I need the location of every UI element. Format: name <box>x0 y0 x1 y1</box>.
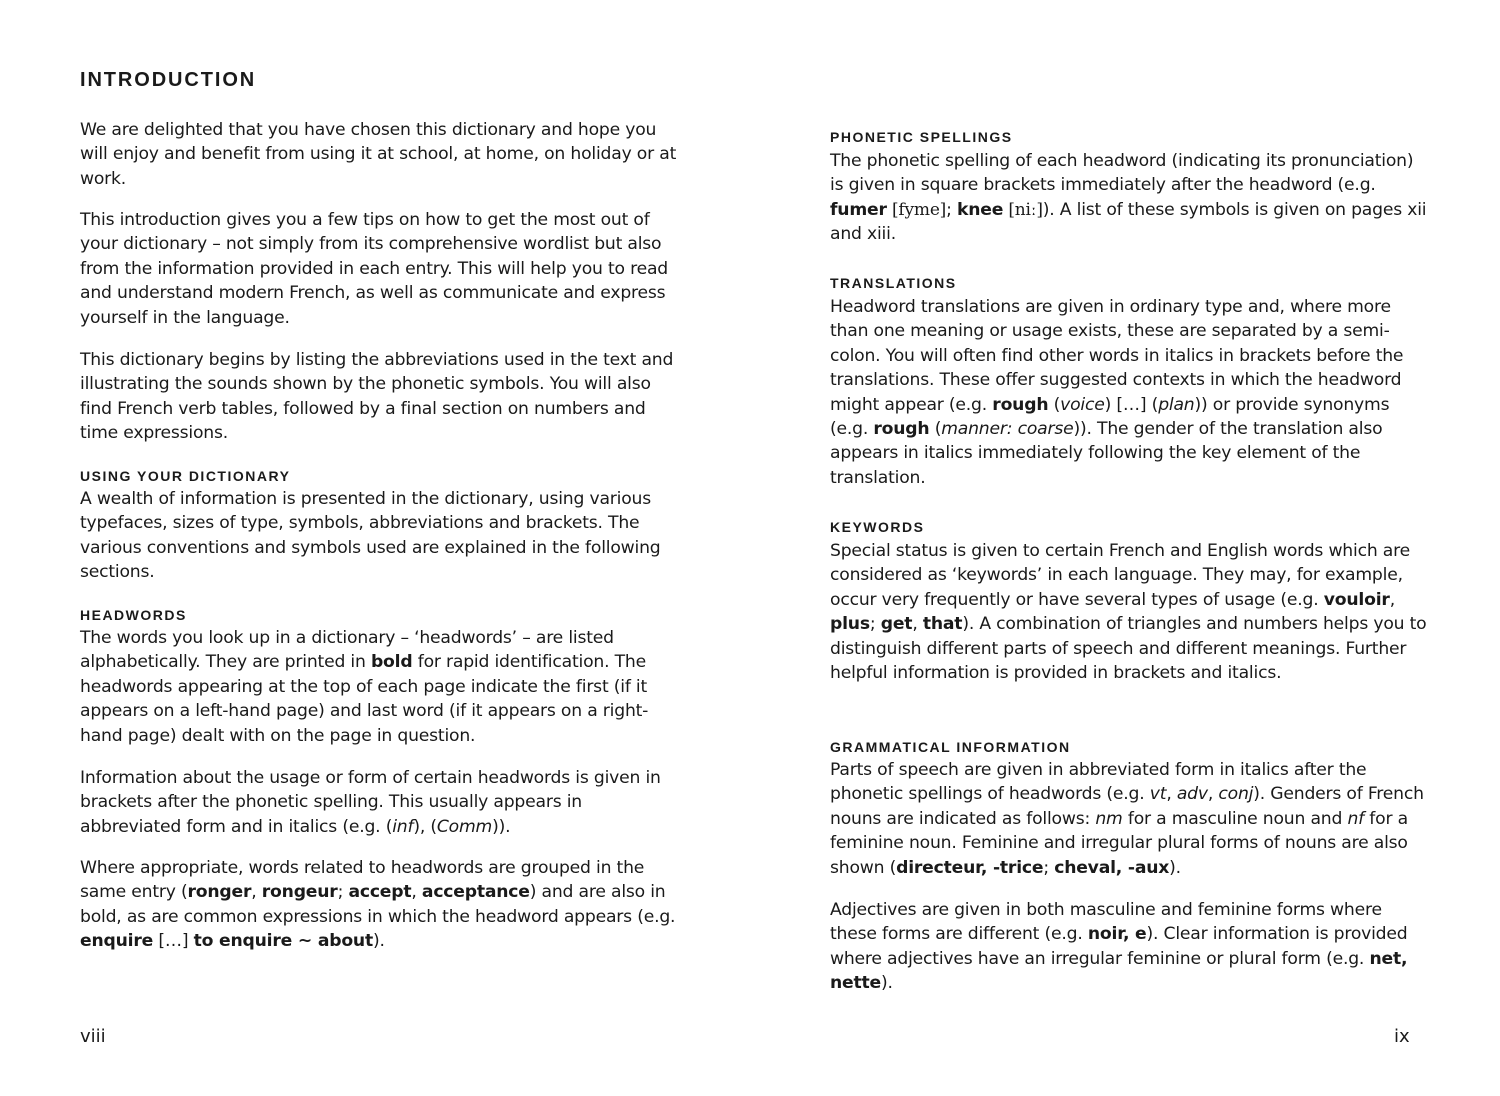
intro-paragraph-3: This dictionary begins by listing the abbreviations used in the text and illustrating the sounds shown by the phonetic symbols. You will also find French verb tables, followed by a final section on numbers and time expressions. <box>80 350 674 444</box>
headwords-paragraph-2: Information about the usage or form of certain headwords is given in brackets after the phonetic spelling. This usually appears in abbreviated form and in italics (e.g. (inf), (Comm)). <box>80 768 661 837</box>
headwords-paragraph-3: Where appropriate, words related to headwords are grouped in the same entry (ronger, rongeur; accept, acceptance) and are also in bold, as are common expressions in which the headword appears (e.g. enquire […] to enquire ~ about). <box>80 858 676 952</box>
section-heading-headwords: HEADWORDS <box>80 607 187 623</box>
grammar-paragraph-1: Parts of speech are given in abbreviated form in italics after the phonetic spellings of headwords (e.g. vt, adv, conj). Genders of French nouns are indicated as follows: nm for a masculine noun and nf for a feminine noun. Feminine and irregular plural forms of nouns are also shown (directeur, -trice; cheval, -aux). <box>830 760 1424 878</box>
using-dictionary-paragraph: A wealth of information is presented in the dictionary, using various typefaces, sizes of type, symbols, abbreviations and brackets. The various conventions and symbols used are explained in the following sections. <box>80 489 661 583</box>
page-number-right: ix <box>1394 1026 1410 1047</box>
page-title: INTRODUCTION <box>80 69 257 91</box>
keywords-paragraph: Special status is given to certain French and English words which are considered as ‘keywords’ in each language. They may, for example, occur very frequently or have several types of usage (e.g. vouloir, plus; get, that). A combination of triangles and numbers helps you to distinguish different parts of speech and different meanings. Further helpful information is provided in brackets and italics. <box>830 541 1427 684</box>
section-heading-phonetic-spellings: PHONETIC SPELLINGS <box>830 129 1013 145</box>
section-heading-grammatical-information: GRAMMATICAL INFORMATION <box>830 739 1071 755</box>
phonetic-paragraph: The phonetic spelling of each headword (indicating its pronunciation) is given in square brackets immediately after the headword (e.g. fumer [fyme]; knee [niː]). A list of these symbols is given on pages xii and xiii. <box>830 151 1427 245</box>
page-number-left: viii <box>80 1026 106 1047</box>
grammar-paragraph-2: Adjectives are given in both masculine and feminine forms where these forms are different (e.g. noir, e). Clear information is provided where adjectives have an irregular feminine or plural form (e.g. net, nette). <box>830 900 1408 994</box>
intro-paragraph-2: This introduction gives you a few tips on how to get the most out of your dictionary – not simply from its comprehensive wordlist but also from the information provided in each entry. This will help you to read and understand modern French, as well as communicate and express yourself in the language. <box>80 210 668 328</box>
section-heading-using-your-dictionary: USING YOUR DICTIONARY <box>80 468 291 484</box>
headwords-paragraph-1: The words you look up in a dictionary – ‘headwords’ – are listed alphabetically. They are printed in bold for rapid identification. The headwords appearing at the top of each page indicate the first (if it appears on a left-hand page) and last word (if it appears on a right-hand page) dealt with on the page in question. <box>80 628 649 746</box>
intro-paragraph-1: We are delighted that you have chosen this dictionary and hope you will enjoy and benefit from using it at school, at home, on holiday or at work. <box>80 120 677 189</box>
section-heading-keywords: KEYWORDS <box>830 519 925 535</box>
translations-paragraph: Headword translations are given in ordinary type and, where more than one meaning or usage exists, these are separated by a semi-colon. You will often find other words in italics in brackets before the translations. These offer suggested contexts in which the headword might appear (e.g. rough (voice) […] (plan)) or provide synonyms (e.g. rough (manner: coarse)). The gender of the translation also appears in italics immediately following the key element of the translation. <box>830 297 1404 488</box>
section-heading-translations: TRANSLATIONS <box>830 275 957 291</box>
